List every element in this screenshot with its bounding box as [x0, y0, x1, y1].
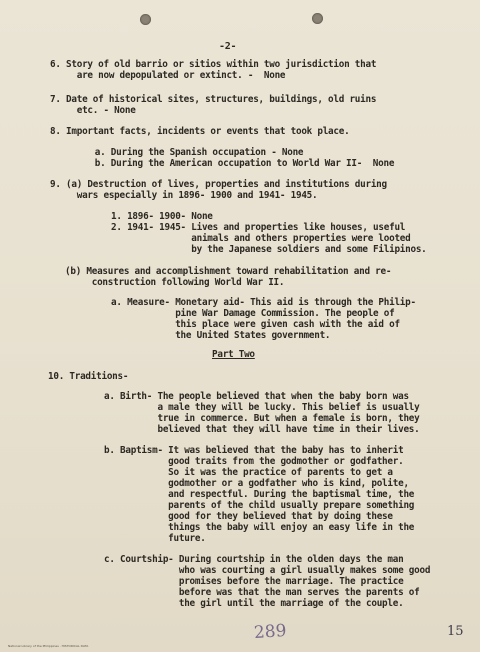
section-heading: Part Two: [212, 349, 255, 360]
text-line: 2. 1941- 1945- Lives and properties like houses, useful: [95, 222, 406, 233]
text-line: true in commerce. But when a female is born, they: [104, 413, 420, 424]
text-line: etc. - None: [50, 105, 136, 116]
text-line: a. During the Spanish occupation - None: [68, 147, 304, 158]
text-line: by the Japanese soldiers and some Filipinos.: [95, 244, 427, 255]
punch-hole-right: [312, 13, 323, 24]
text-line: wars especially in 1896- 1900 and 1941- 1945.: [50, 190, 318, 201]
punch-hole-left: [140, 14, 151, 25]
text-line: animals and others properties were looted: [95, 233, 411, 244]
text-line: parents of the child usually prepare something: [104, 500, 415, 511]
text-line: construction following World War II.: [65, 277, 285, 288]
page-number: -2-: [219, 41, 237, 52]
text-line: b. Baptism- It was believed that the baby has to inherit: [104, 445, 404, 456]
text-line: 8. Important facts, incidents or events that took place.: [50, 126, 350, 137]
text-line: 10. Traditions-: [48, 371, 129, 382]
text-line: b. During the American occupation to World War II- None: [68, 158, 395, 169]
text-line: believed that they will have time in their lives.: [104, 424, 420, 435]
text-line: are now depopulated or extinct. - None: [50, 70, 286, 81]
text-line: a male they will be lucky. This belief is usually: [104, 402, 420, 413]
text-line: c. Courtship- During courtship in the olden days the man: [104, 554, 404, 565]
text-line: the girl until the marriage of the couple.: [104, 598, 404, 609]
text-line: a. Measure- Monetary aid- This aid is through the Philip-: [95, 297, 416, 308]
text-line: 7. Date of historical sites, structures, buildings, old ruins: [50, 94, 377, 105]
text-line: 6. Story of old barrio or sitios within two jurisdiction that: [50, 59, 377, 70]
text-line: this place were given cash with the aid of: [95, 319, 400, 330]
text-line: before was that the man serves the parents of: [104, 587, 420, 598]
text-line: pine War Damage Commission. The people of: [95, 308, 395, 319]
footer-text: National Library of the Philippines · HISTORICAL DATA: [8, 644, 89, 648]
text-line: future.: [104, 533, 206, 544]
text-line: 9. (a) Destruction of lives, properties and institutions during: [50, 179, 387, 190]
handwritten-page: 15: [447, 624, 464, 639]
text-line: the United States government.: [95, 330, 331, 341]
text-line: a. Birth- The people believed that when the baby born was: [104, 391, 409, 402]
text-line: good for they believed that by doing these: [104, 511, 393, 522]
text-line: 1. 1896- 1900- None: [95, 211, 213, 222]
text-line: things the baby will enjoy an easy life in the: [104, 522, 415, 533]
text-line: good traits from the godmother or godfather.: [104, 456, 404, 467]
text-line: and respectful. During the baptismal time, the: [104, 489, 415, 500]
text-line: So it was the practice of parents to get a: [104, 467, 393, 478]
text-line: (b) Measures and accomplishment toward rehabilitation and re-: [65, 266, 392, 277]
text-line: godmother or a godfather who is kind, polite,: [104, 478, 409, 489]
text-line: promises before the marriage. The practice: [104, 576, 404, 587]
handwritten-number: 289: [253, 620, 288, 644]
text-line: who was courting a girl usually makes some good: [104, 565, 431, 576]
